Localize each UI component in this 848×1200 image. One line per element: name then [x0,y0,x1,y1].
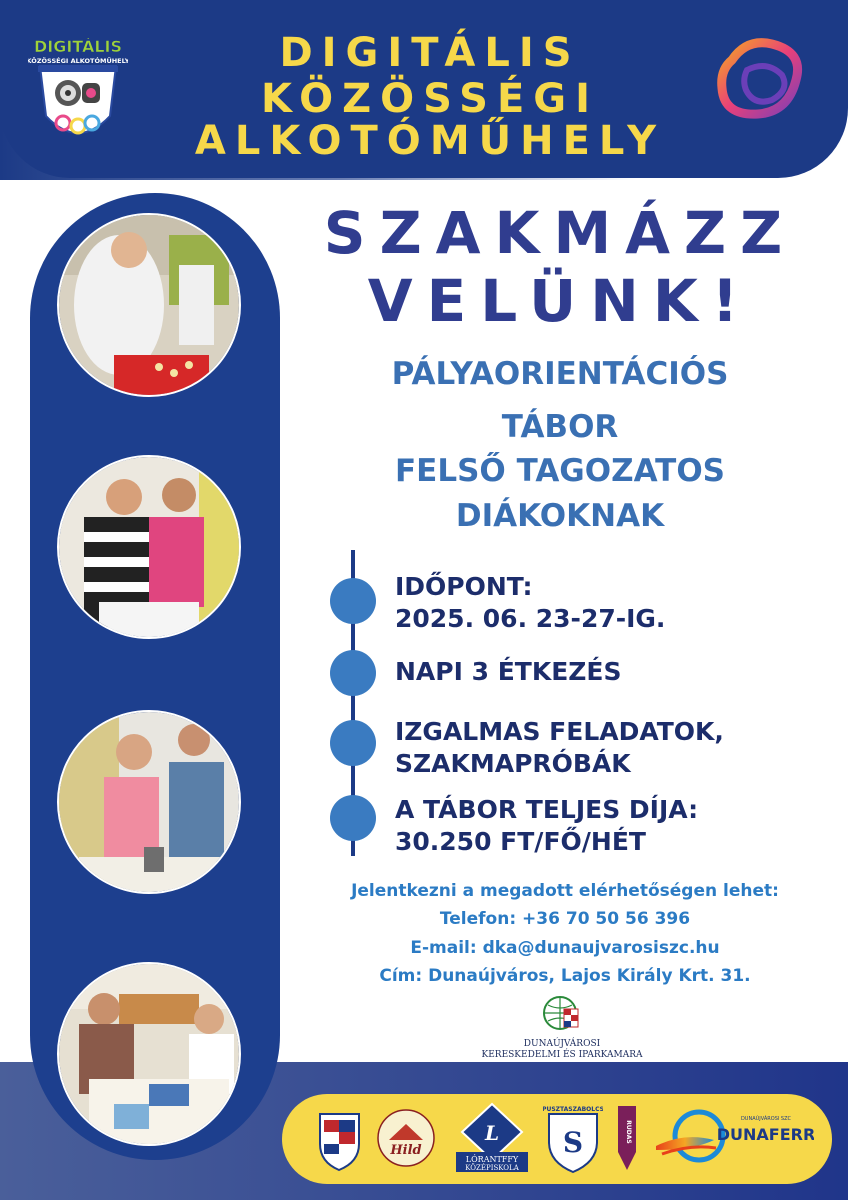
timeline-dot [330,650,376,696]
sponsor-lorantffy [452,1102,532,1174]
timeline-item-line: SZAKMAPRÓBÁK [395,749,631,778]
sponsor-dunaujvaros-crest [312,1102,367,1174]
timeline-item-line: IZGALMAS FELADATOK, [395,717,724,746]
subtitle-line-2: TÁBOR [501,409,619,445]
svg-text:L: L [484,1121,500,1145]
header-title-line-2: KÖZÖSSÉGI [260,76,600,122]
crest-icon [312,1102,367,1174]
photo-cooking [57,213,241,397]
pusztaszabolcs-text: PUSZTASZABOLCS [543,1106,603,1113]
sponsor-hild [375,1102,437,1174]
lorantffy-sub-text: KÖZÉPISKOLA [465,1164,519,1172]
lorantffy-logo-icon [452,1102,532,1174]
header-title-line-3: ALKOTÓMŰHELY [194,118,666,164]
hild-text: Hild [390,1143,422,1158]
sponsor-pusztaszabolcs [543,1102,603,1174]
rudas-text: RUDAS [625,1120,632,1144]
abstract-loop-logo [712,30,812,130]
timeline-dot [330,578,376,624]
svg-text:S: S [562,1126,584,1159]
pusztaszabolcs-shield-icon [543,1102,603,1174]
main-title-line-1: SZAKMÁZZ [323,199,797,267]
dunaferr-top-text: DUNAÚJVÁROSI SZC [740,1116,792,1122]
sponsor-rudas [612,1102,642,1174]
svg-text:DIGITÁLIS: DIGITÁLIS [33,38,123,56]
main-title-line-2: VELÜNK! [367,267,753,335]
header-title-line-1: DIGITÁLIS [279,30,581,76]
timeline-item-line: NAPI 3 ÉTKEZÉS [395,657,622,686]
contact-intro: Jelentkezni a megadott elérhetőségen lehet: [351,881,779,901]
timeline-dot [330,795,376,841]
subtitle-line-3: FELSŐ TAGOZATOS [395,453,725,489]
rudas-pen-icon [612,1102,642,1174]
subtitle-line-1: PÁLYAORIENTÁCIÓS [391,356,729,392]
contact-email[interactable]: E-mail: dka@dunaujvarosiszc.hu [410,938,720,958]
contact-address: Cím: Dunaújváros, Lajos Király Krt. 31. [379,966,751,986]
dunaferr-text: DUNAFERR [716,1125,814,1144]
hild-logo-icon [375,1102,437,1174]
sponsor-dunaferr [654,1102,814,1174]
timeline-item-line: IDŐPONT: [395,572,533,601]
timeline-item-fee [395,794,698,858]
timeline-item-date [395,571,665,635]
timeline-item-line: 30.250 FT/FŐ/HÉT [395,827,646,856]
chamber-logo [462,995,662,1060]
contact-phone[interactable]: Telefon: +36 70 50 56 396 [439,909,691,929]
photo-workshop [57,710,241,894]
dunaferr-logo-icon [654,1102,814,1174]
lorantffy-text: LÓRANTFFY [465,1155,519,1164]
timeline-item-line: A TÁBOR TELJES DÍJA: [395,795,699,824]
globe-crest-icon [542,995,582,1035]
timeline-dot [330,720,376,766]
photo-classroom [57,962,241,1146]
chamber-line-2: KERESKEDELMI ÉS IPARKAMARA [481,1050,643,1060]
timeline-item-tasks [395,716,724,780]
chamber-line-1: DUNAÚJVÁROSI [523,1039,601,1049]
photo-crafting [57,455,241,639]
timeline-item-line: 2025. 06. 23-27-IG. [395,604,666,633]
robot-logo-icon [28,38,128,148]
timeline-item-meals [395,656,622,688]
subtitle-line-4: DIÁKOKNAK [455,498,665,534]
svg-text:KÖZÖSSÉGI ALKOTÓMŰHELY: KÖZÖSSÉGI ALKOTÓMŰHELY [28,57,128,65]
loop-logo-icon [712,30,812,130]
digitalis-logo [28,38,128,148]
